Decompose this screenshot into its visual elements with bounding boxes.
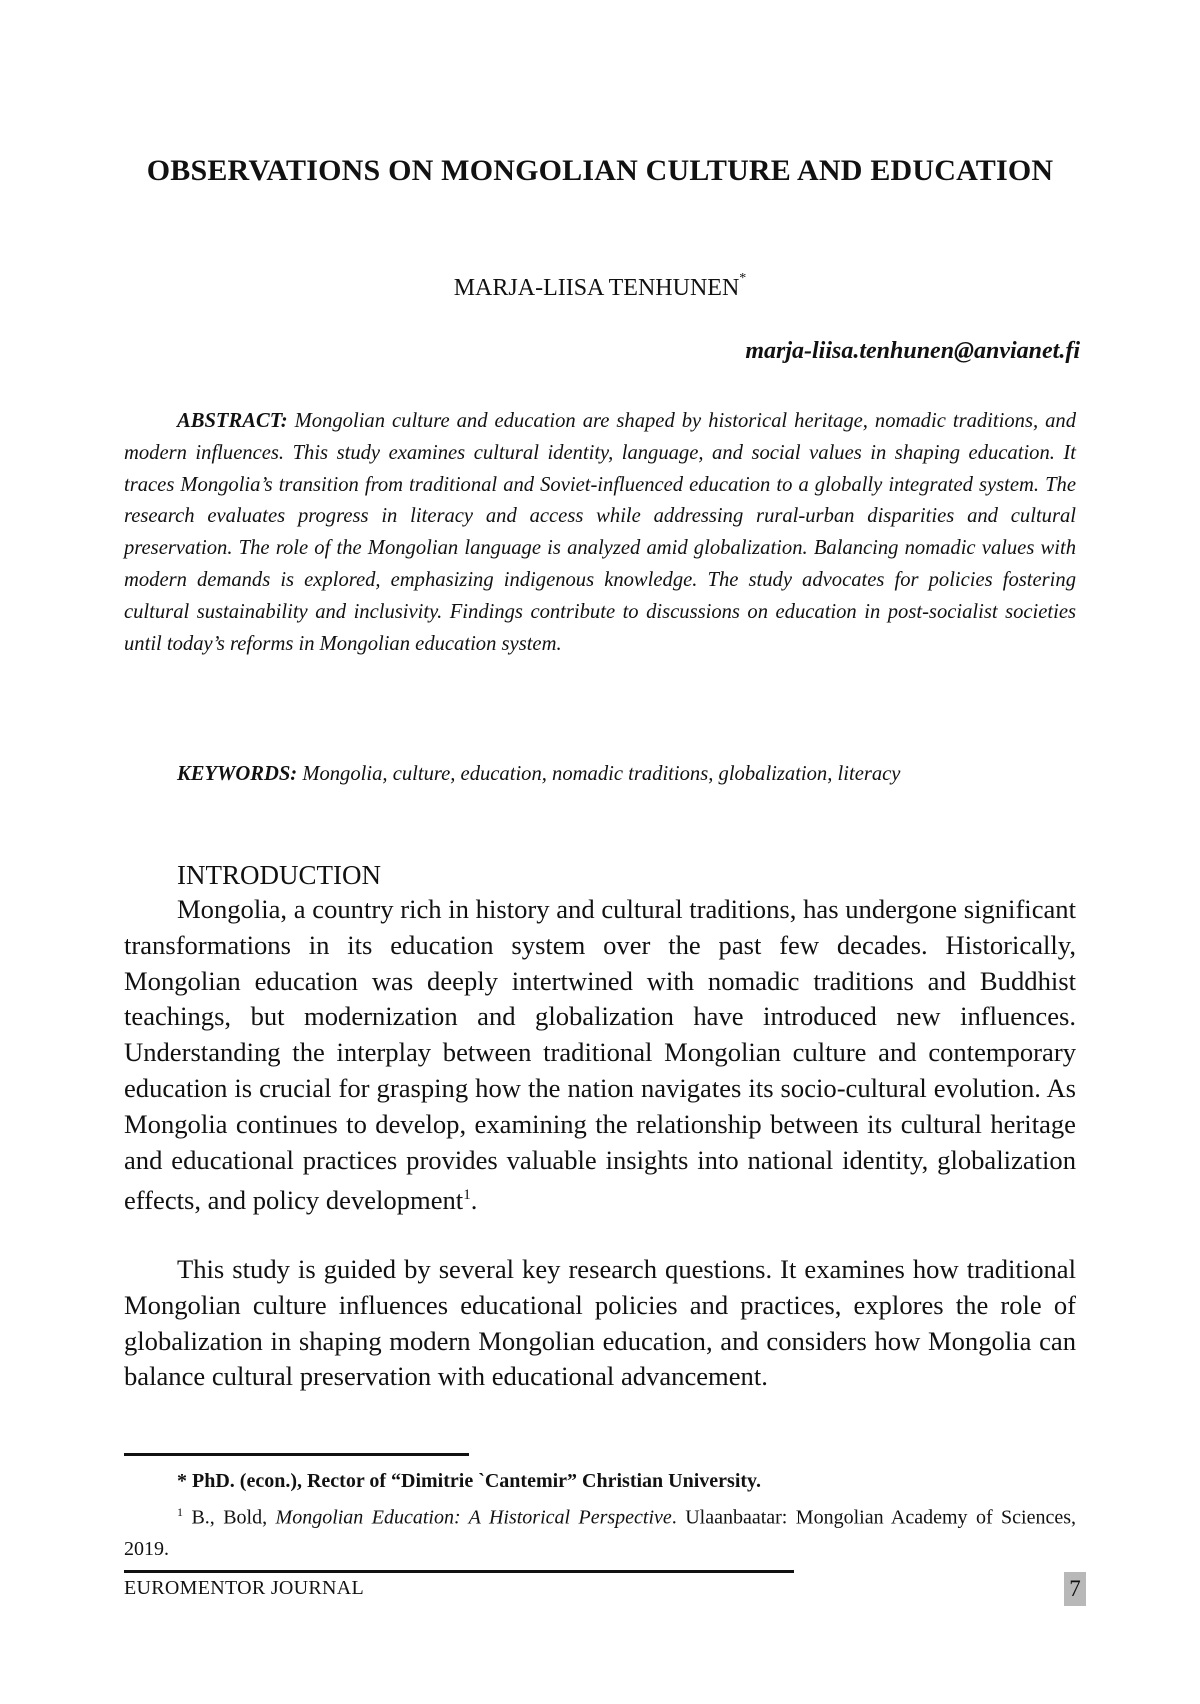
footnote-author-mark: * [177, 1470, 187, 1492]
footnote-1-title: Mongolian Education: A Historical Perspective [275, 1506, 672, 1529]
author-name: MARJA-LIISA TENHUNEN [453, 275, 740, 301]
footnote-divider [124, 1453, 469, 1456]
footer-divider [124, 1570, 794, 1573]
paragraph-end: . [470, 1185, 478, 1216]
keywords-text: Mongolia, culture, education, nomadic traditions, globalization, literacy [302, 763, 901, 785]
author-line [120, 268, 1080, 303]
footnote-1-number: 1 [177, 1505, 183, 1519]
footnote-author [124, 1466, 1076, 1497]
footnote-author-text: PhD. (econ.), Rector of “Dimitrie `Cantemir” Christian University. [192, 1470, 761, 1492]
abstract [124, 406, 1076, 660]
abstract-label: ABSTRACT: [177, 410, 288, 432]
footnote-1-rest: . Ulaanbaatar: Mongolian Academy of Sciences, 2019. [124, 1506, 1077, 1560]
abstract-text: Mongolian culture and education are shaped by historical heritage, nomadic traditions, and modern influences. This study examines cultural identity, language, and social values in shaping education. It traces Mongolia’s transition from traditional and Soviet-influenced education to a globally integrated system. The research evaluates progress in literacy and access while addressing rural-urban disparities and cultural preservation. The role of the Mongolian language is analyzed amid globalization. Balancing nomadic values with modern demands is explored, emphasizing indigenous knowledge. The study advocates for policies fostering cultural sustainability and inclusivity. Findings contribute to discussions on education in post-socialist societies until today’s reforms in Mongolian education system. [124, 410, 1076, 655]
keywords [124, 759, 1076, 789]
footnote-ref-1[interactable]: 1 [463, 1187, 471, 1204]
section-heading-introduction: INTRODUCTION [177, 860, 381, 890]
keywords-label: KEYWORDS: [177, 763, 298, 785]
introduction-paragraph-1 [124, 892, 1076, 1219]
introduction-paragraph-2: This study is guided by several key research questions. It examines how traditional Mongolian culture influences educational policies and practices, explores the role of globalization in shaping modern Mongolian education, and considers how Mongolia can balance cultural preservation with educational advancement. [124, 1254, 1076, 1392]
paragraph-text: Mongolia, a country rich in history and cultural traditions, has undergone significant transformations in its education system over the past few decades. Historically, Mongolian education was deeply intertwined with nomadic traditions and Buddhist teachings, but modernization and globalization have introduced new influences. Understanding the interplay between traditional Mongolian culture and contemporary education is crucial for grasping how the nation navigates its socio-cultural evolution. As Mongolia continues to develop, examining the relationship between its cultural heritage and educational practices provides valuable insights into national identity, globalization effects, and policy development [124, 894, 1076, 1216]
footnote-1-author: B., Bold, [191, 1506, 276, 1529]
paper-title: OBSERVATIONS ON MONGOLIAN CULTURE AND EDUCATION [146, 154, 1054, 187]
footnote-1 [124, 1497, 1076, 1565]
journal-name: EUROMENTOR JOURNAL [124, 1577, 365, 1599]
author-footnote-mark: * [739, 271, 747, 286]
author-email[interactable]: marja-liisa.tenhunen@anvianet.fi [745, 338, 1080, 364]
page-number: 7 [1064, 1572, 1086, 1606]
